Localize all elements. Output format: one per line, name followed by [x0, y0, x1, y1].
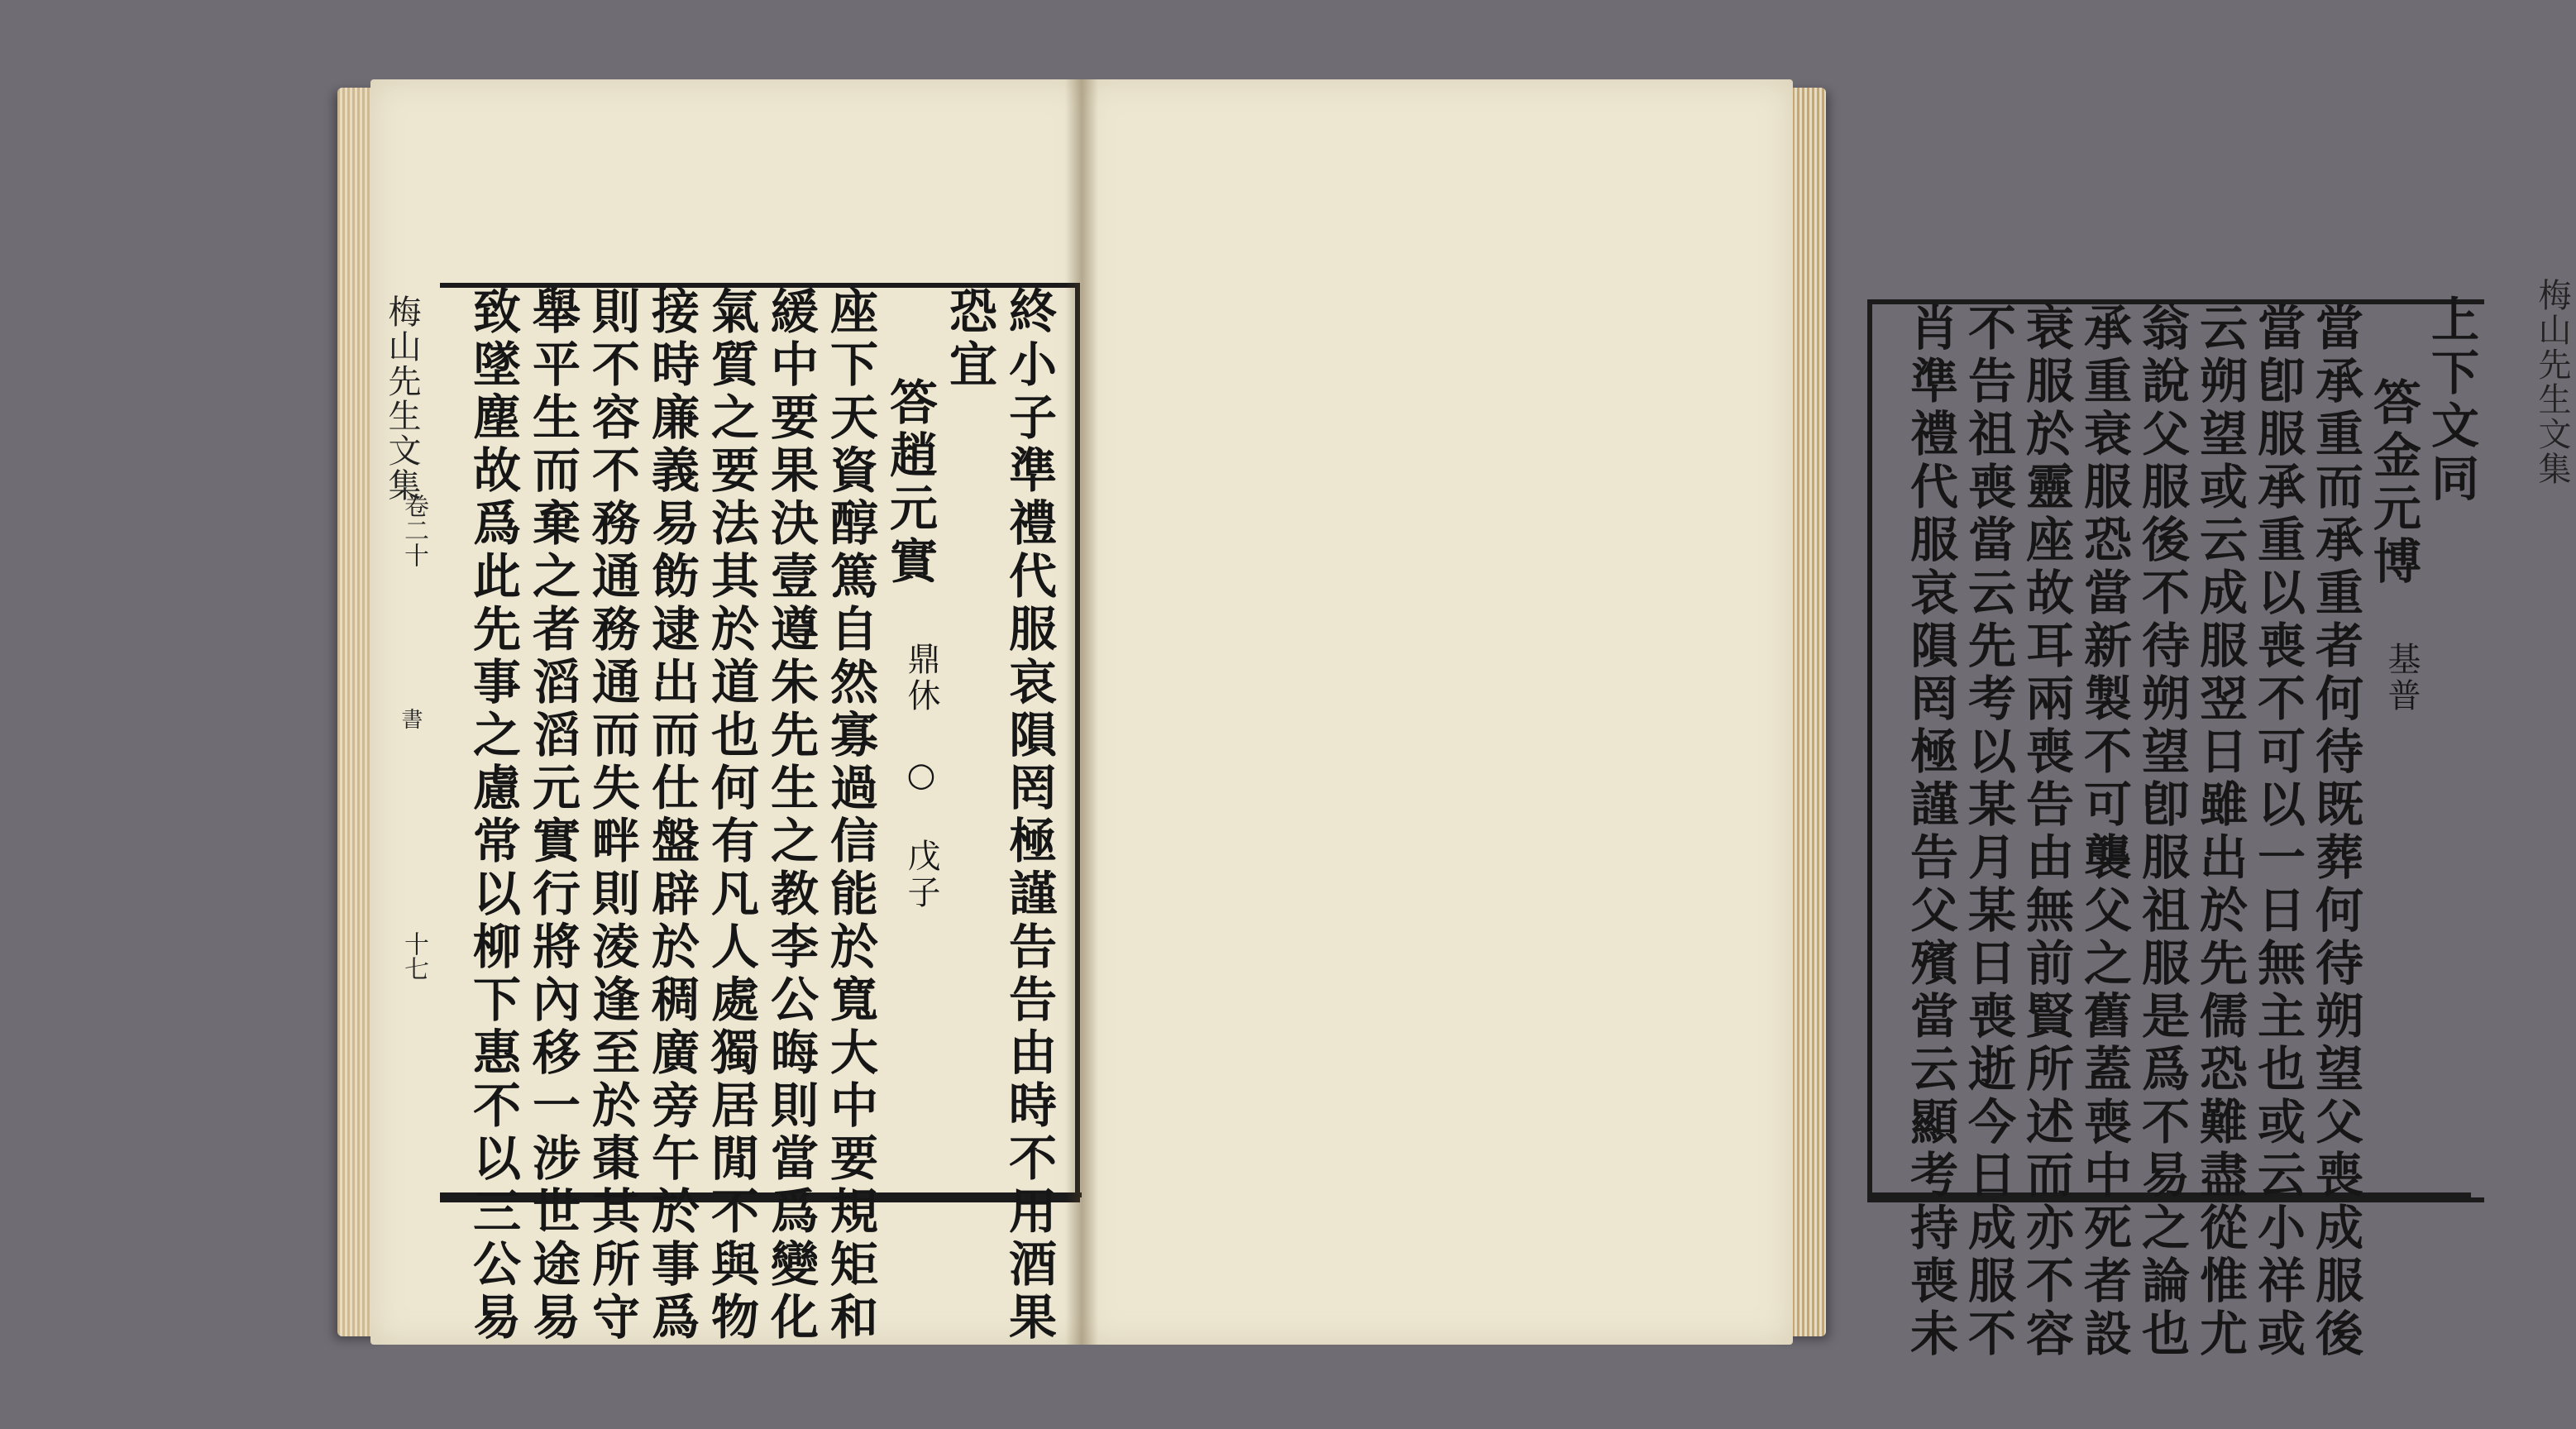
left-column-6: 氣質之要法其於道也何有凡人處獨居閒不與物 [703, 286, 759, 1345]
right-column-1: 上下文同 [2423, 294, 2479, 506]
right-column-7: 承重衰服恐當新製不可襲父之舊蓋喪中死者設 [2076, 303, 2132, 1361]
left-column-3-note: 鼎休 ○ 戊子 [902, 642, 940, 911]
open-book [337, 79, 2571, 1361]
book-gutter [1065, 79, 1098, 1345]
right-column-9: 不告祖喪當云先考以某月某日喪逝今日成服不 [1960, 303, 2016, 1361]
right-column-4: 當卽服承重以喪不可以一日無主也或云小祥或 [2249, 303, 2306, 1361]
right-page [1082, 79, 2571, 1361]
left-margin-title: 梅山先生文集 [383, 294, 421, 503]
left-column-4: 座下天資醇篤自然寡過信能於寬大中要規矩和 [822, 286, 878, 1345]
left-margin-section: 書 [398, 708, 423, 729]
left-column-9: 舉平生而棄之者滔滔元實行將內移一涉世途易 [524, 286, 581, 1345]
left-column-10: 致墜塵故爲此先事之慮常以柳下惠不以三公易 [465, 286, 521, 1345]
right-margin-title: 梅山先生文集 [2533, 278, 2571, 486]
left-column-1: 終小子準禮代服哀隕罔極謹告告由時不用酒果 [1001, 286, 1057, 1345]
left-column-7: 接時廉義易飭逮出而仕盤辟於稠廣旁午於事爲 [643, 286, 700, 1345]
right-column-6: 翁說父服後不待朔望卽服祖服是爲不易之論也 [2134, 303, 2190, 1361]
right-column-8: 衰服於靈座故耳兩喪告由無前賢所述而亦不容 [2018, 303, 2074, 1361]
left-margin-volume: 卷二十 [399, 493, 428, 567]
right-column-2: 答金元博 [2365, 377, 2421, 589]
right-column-2-note: 基普 [2382, 642, 2421, 714]
left-column-5: 緩中要果決壹遵朱先生之教李公晦則當爲變化 [762, 286, 819, 1345]
right-column-5: 云朔望或云成服翌日雖出於先儒恐難盡從惟尤 [2191, 303, 2248, 1361]
left-column-8: 則不容不務通務通而失畔則淩逢至於棗其所守 [584, 286, 640, 1345]
left-column-3: 答趙元實 [882, 377, 938, 589]
left-page [370, 79, 1088, 1345]
right-column-10: 肖準禮代服哀隕罔極謹告父殯當云顯考持喪未 [1902, 303, 1958, 1361]
left-margin-page: 十七 [399, 931, 428, 981]
left-column-2: 恐宜 [941, 286, 997, 392]
right-column-3: 當承重而承重者何待既葬何待朔望父喪成服後 [2307, 303, 2363, 1361]
